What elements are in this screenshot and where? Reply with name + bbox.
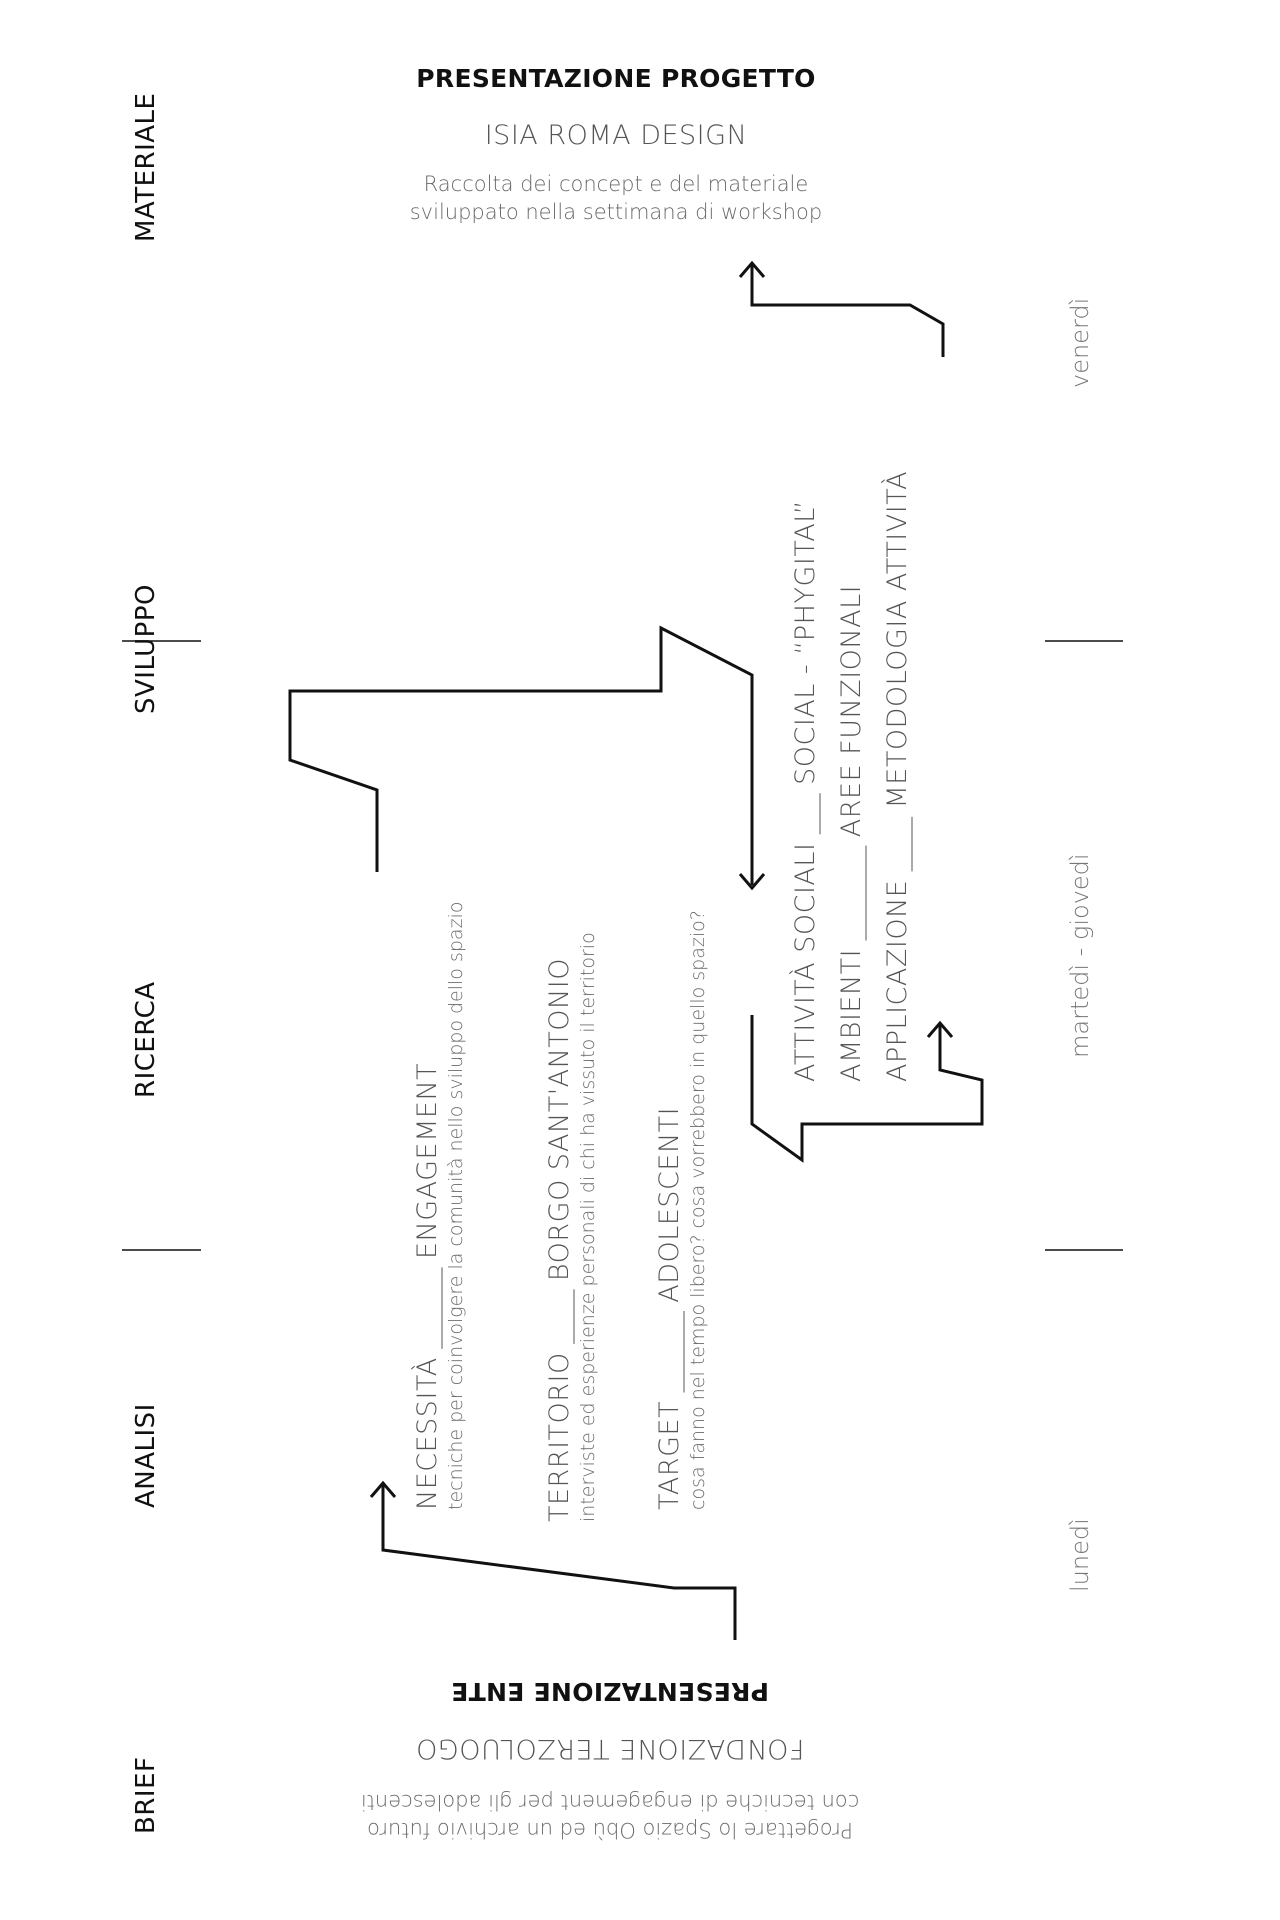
phase-label-brief: BRIEF (131, 1756, 161, 1834)
final-description-line2: sviluppato nella settimana di workshop (409, 200, 823, 224)
start-subtitle: FONDAZIONE TERZOLUOGO (415, 1733, 805, 1764)
connector-line: ____ (882, 808, 913, 880)
development-result: METODOLOGIA ATTIVITÀ (882, 470, 913, 809)
development-term: ATTIVITÀ SOCIALI (790, 842, 821, 1082)
day-label-tuesday-thursday: martedì - giovedì (1066, 853, 1094, 1058)
flow-arrow-to-materiale (752, 265, 943, 357)
analysis-term: TERRITORIO (544, 1352, 575, 1522)
start-description-line2: con tecniche di engagement per gli adolescenti (360, 1790, 860, 1814)
connector-line: ______ (412, 1259, 443, 1358)
development-result: AREE FUNZIONALI (836, 584, 867, 838)
phase-label-ricerca: RICERCA (131, 981, 161, 1098)
phase-label-sviluppo: SVILUPPO (131, 583, 161, 714)
analysis-term: NECESSITÀ (412, 1357, 443, 1510)
final-description-line1: Raccolta dei concept e del materiale (423, 172, 809, 196)
day-label-friday: venerdì (1066, 297, 1094, 388)
analysis-result: ENGAGEMENT (412, 1062, 443, 1260)
day-label-monday: lunedì (1066, 1518, 1094, 1592)
connector-line: ____ (544, 1281, 575, 1353)
connector-line: ______ (654, 1302, 685, 1401)
start-title: PRESENTAZIONE ENTE (450, 1677, 770, 1706)
phase-label-materiale: MATERIALE (131, 92, 161, 242)
final-title: PRESENTAZIONE PROGETTO (416, 64, 816, 93)
development-term: AMBIENTI (836, 948, 867, 1082)
phase-label-analisi: ANALISI (131, 1403, 161, 1508)
flow-arrow-ricerca-to-applicazione (752, 1015, 982, 1160)
analysis-description: interviste ed esperienze personali di chi ha vissuto il territorio (577, 932, 599, 1522)
development-term: APPLICAZIONE (882, 879, 913, 1082)
flow-arrow-brief-to-analisi (383, 1485, 735, 1640)
flow-arrow-ricerca-sviluppo (290, 628, 752, 885)
final-subtitle: ISIA ROMA DESIGN (484, 120, 748, 151)
connector-line: ___ (790, 784, 821, 843)
analysis-description: tecniche per coinvolgere la comunità nello sviluppo dello spazio (445, 901, 467, 1510)
start-description-line1: Progettare lo Spazio Obù ed un archivio futuro (366, 1818, 854, 1842)
development-result: SOCIAL - “PHYGITAL” (790, 499, 821, 785)
analysis-term: TARGET (654, 1400, 685, 1510)
analysis-result: BORGO SANT'ANTONIO (544, 958, 575, 1282)
connector-line: _______ (836, 837, 867, 949)
analysis-description: cosa fanno nel tempo libero? cosa vorrebbero in quello spazio? (687, 910, 709, 1510)
analysis-result: ADOLESCENTI (654, 1106, 685, 1303)
